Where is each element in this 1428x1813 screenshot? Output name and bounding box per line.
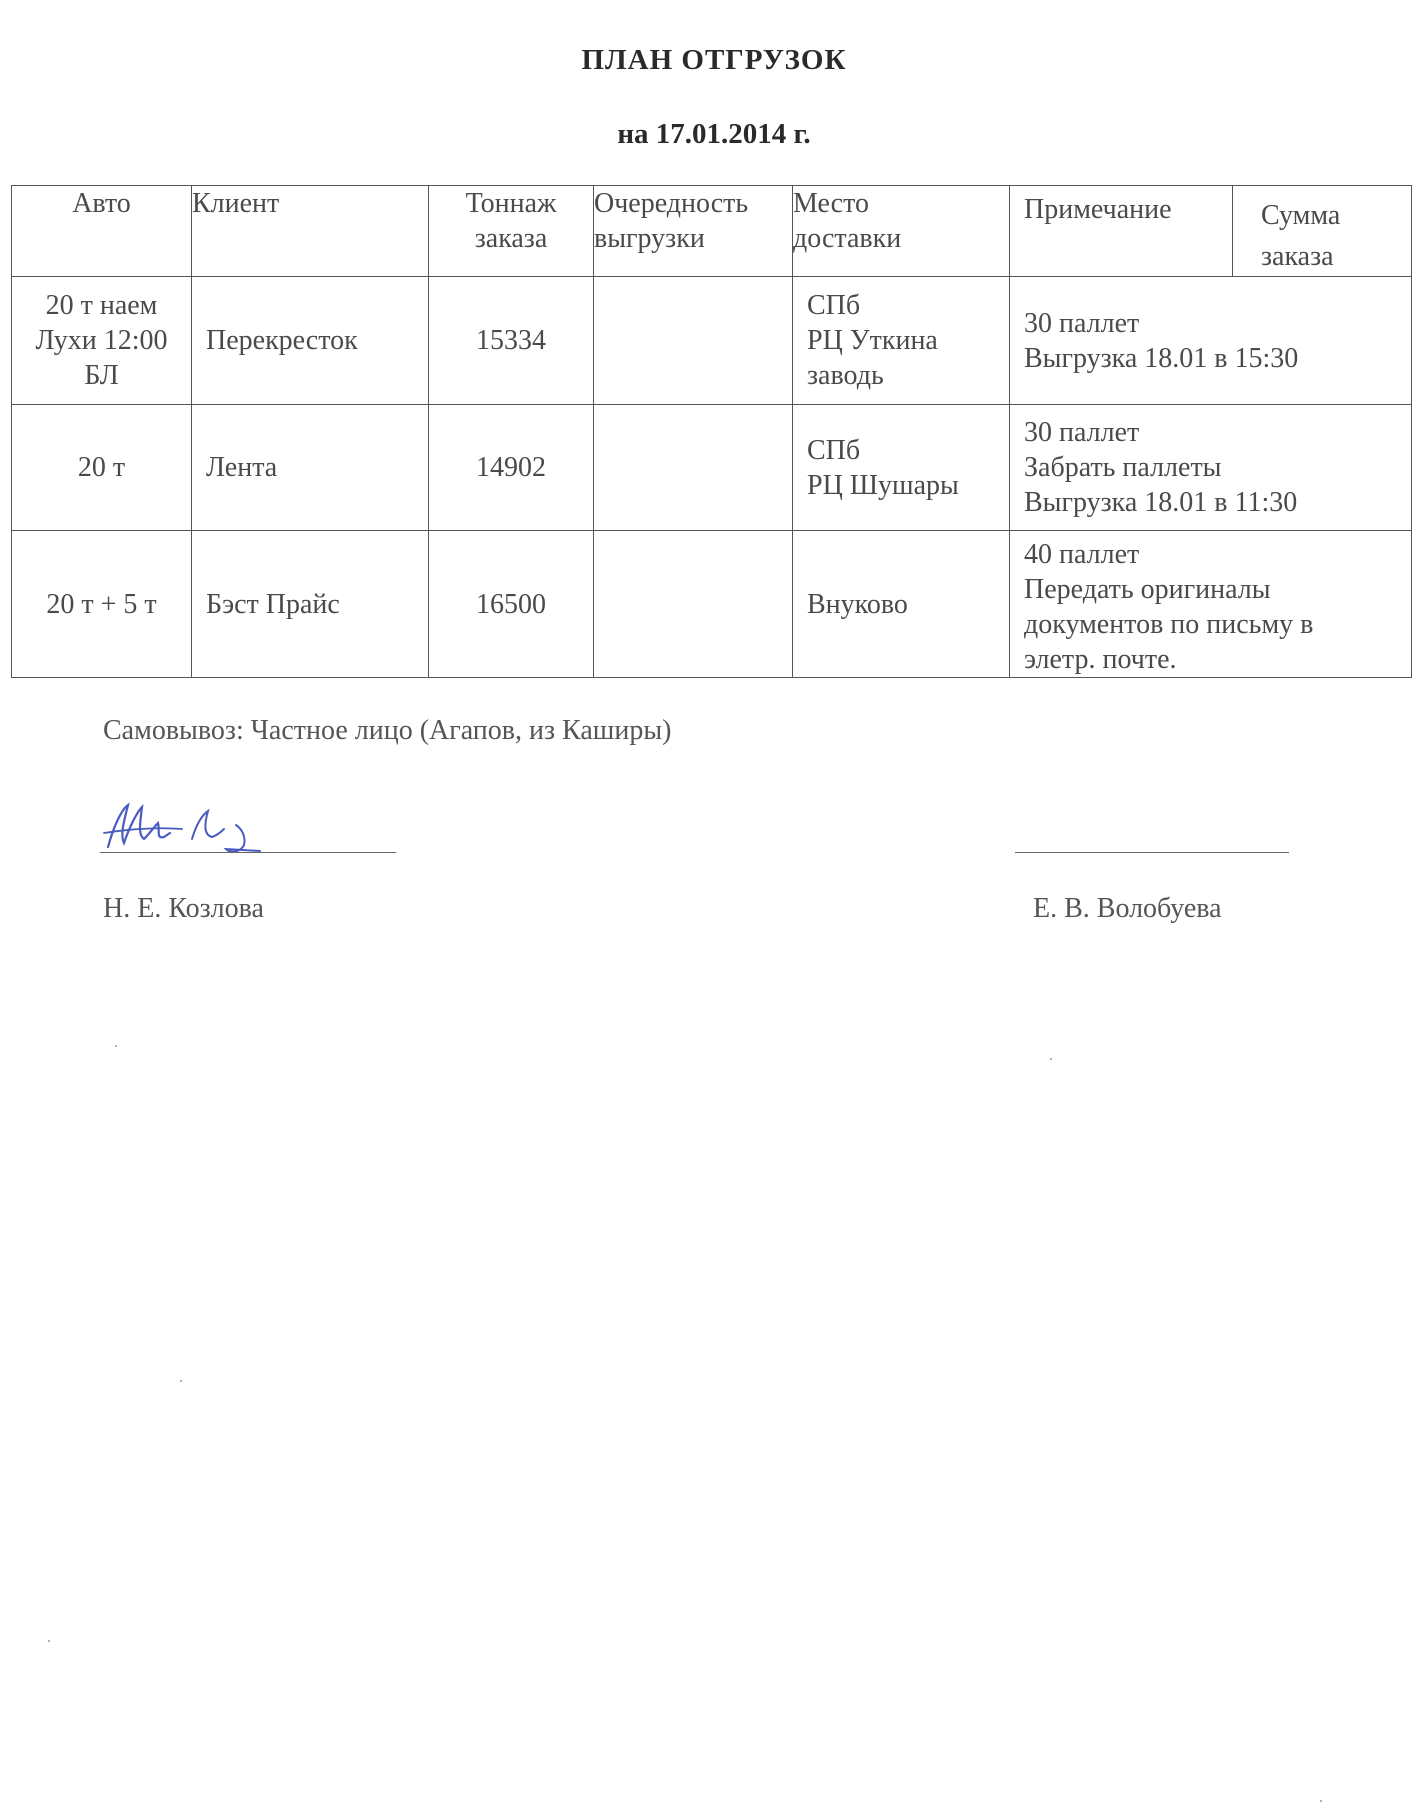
cell-note: 40 паллет Передать оригиналы документов по письму в элетр. почте. — [1010, 531, 1412, 678]
cell-place: СПб РЦ Уткина заводь — [793, 277, 1010, 405]
cell-order — [594, 277, 793, 405]
document-title: ПЛАН ОТГРУЗОК — [581, 44, 847, 76]
cell-tonnage: 15334 — [429, 277, 594, 405]
cell-client: Бэст Прайс — [192, 531, 429, 678]
left-signature-line — [100, 852, 396, 853]
header-place: Место доставки — [793, 186, 1010, 277]
shipment-table — [11, 185, 1412, 678]
right-signatory-name: Е. В. Волобуева — [1033, 893, 1222, 924]
cell-order — [594, 405, 793, 531]
cell-place: Внуково — [793, 531, 1010, 678]
header-note-sum — [1010, 186, 1412, 277]
header-tonnage: Тоннаж заказа — [429, 186, 594, 277]
cell-auto: 20 т — [12, 405, 192, 531]
table-header-row — [12, 186, 1412, 277]
cell-note: 30 паллет Забрать паллеты Выгрузка 18.01 в 11:30 — [1010, 405, 1412, 531]
header-auto: Авто — [12, 186, 192, 277]
scan-speck — [115, 1045, 117, 1047]
cell-client: Лента — [192, 405, 429, 531]
table-row — [12, 531, 1412, 678]
header-order: Очередность выгрузки — [594, 186, 793, 277]
scan-speck — [48, 1640, 50, 1642]
cell-client: Перекресток — [192, 277, 429, 405]
pickup-note: Самовывоз: Частное лицо (Агапов, из Каширы) — [103, 715, 672, 746]
scan-speck — [1320, 1800, 1322, 1802]
cell-auto: 20 т наем Лухи 12:00 БЛ — [12, 277, 192, 405]
table-row — [12, 277, 1412, 405]
scan-speck — [1050, 1058, 1052, 1060]
table-row — [12, 405, 1412, 531]
cell-tonnage: 16500 — [429, 531, 594, 678]
header-client: Клиент — [192, 186, 429, 277]
cell-tonnage: 14902 — [429, 405, 594, 531]
header-note: Примечание — [1010, 186, 1233, 276]
scan-speck — [180, 1380, 182, 1382]
document-date: на 17.01.2014 г. — [617, 118, 811, 150]
cell-order — [594, 531, 793, 678]
handwritten-signature — [100, 795, 270, 865]
cell-auto: 20 т + 5 т — [12, 531, 192, 678]
header-sum: Сумма заказа — [1261, 200, 1341, 272]
right-signature-line — [1015, 852, 1289, 853]
left-signatory-name: Н. Е. Козлова — [103, 893, 264, 924]
cell-note: 30 паллет Выгрузка 18.01 в 15:30 — [1010, 277, 1412, 405]
cell-place: СПб РЦ Шушары — [793, 405, 1010, 531]
